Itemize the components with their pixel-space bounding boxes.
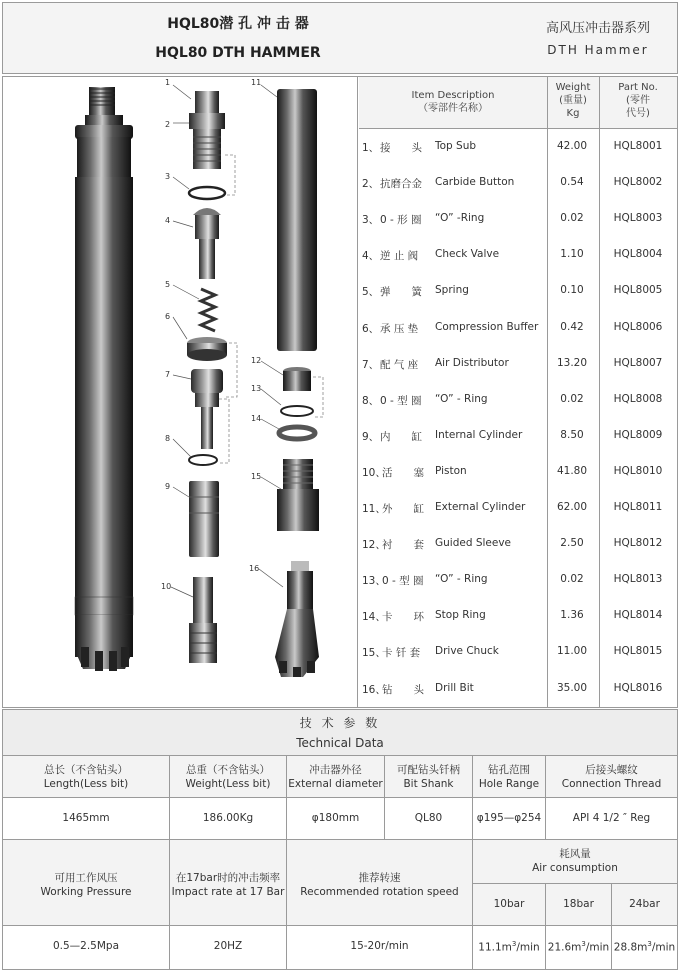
- part-name-en: Carbide Button: [435, 176, 515, 189]
- piston-part: [189, 577, 217, 663]
- part-name-en: External Cylinder: [435, 501, 526, 513]
- series-chinese: 高风压冲击器系列: [545, 21, 650, 36]
- part-weight: 0.02: [560, 212, 584, 225]
- tech-value-weight-text: 186.00Kg: [202, 812, 254, 824]
- header-weight-cn: (重量): [559, 95, 587, 106]
- tech-header-hole-range-cn: 钻孔范围: [488, 764, 530, 776]
- tech-header-length-cn: 总长（不含钻头）: [44, 764, 128, 776]
- tech-air-10bar-label: 10bar: [493, 898, 525, 910]
- series-english: DTH Hammer: [547, 43, 649, 57]
- part-weight: 41.80: [556, 464, 588, 477]
- part-row: [359, 346, 677, 382]
- part-name-cn: 配 气 座: [380, 358, 419, 371]
- leader-lines: [171, 85, 283, 597]
- part-name-en: “O” - Ring: [435, 573, 488, 586]
- tech-header-pressure-en: Working Pressure: [40, 886, 132, 898]
- part-number: HQL8010: [613, 464, 663, 477]
- drill-bit-part: [275, 561, 319, 677]
- tech-value-hole-range-text: φ195—φ254: [476, 812, 542, 824]
- part-number: HQL8003: [613, 212, 663, 225]
- parts-table-header: [359, 77, 677, 129]
- label-15: 15: [251, 472, 262, 481]
- part-name-cn: 衬 套: [382, 539, 424, 552]
- part-weight: 2.50: [560, 537, 584, 550]
- part-name-cn: 卡 环: [382, 611, 424, 624]
- tech-value-air-10bar-text: $11.1m^3/\min$: [478, 940, 540, 954]
- part-number: HQL8007: [613, 356, 663, 369]
- part-row: [359, 129, 677, 165]
- part-name-cn: 承 压 垫: [380, 322, 419, 335]
- part-name-cn: 0 - 型 圈: [382, 575, 424, 588]
- tech-value-air-10bar: [473, 926, 546, 969]
- tech-header-working-pressure: [3, 840, 170, 926]
- title-english: HQL80 DTH HAMMER: [155, 45, 321, 61]
- part-index: 11、: [362, 503, 386, 515]
- part-index: 4、: [362, 250, 380, 263]
- exploded-view-drawing: [3, 77, 358, 707]
- part-name-cn: 钻 头: [382, 683, 424, 696]
- part-number: HQL8015: [613, 645, 663, 658]
- technical-data-title: [3, 710, 677, 756]
- label-16: 16: [249, 564, 260, 573]
- part-weight: 42.00: [556, 140, 588, 152]
- part-number: HQL8016: [613, 681, 663, 694]
- part-weight: 1.36: [560, 609, 584, 622]
- tech-value-air-18bar: [546, 926, 612, 969]
- part-name-en: Drive Chuck: [435, 645, 499, 658]
- part-name-cn: 逆 止 阀: [380, 250, 419, 263]
- label-3: 3: [165, 172, 171, 181]
- check-valve-part: [193, 208, 221, 279]
- tech-value-working-pressure: [3, 926, 170, 969]
- top-sub-part: [189, 91, 225, 169]
- part-index: 1、: [362, 142, 380, 154]
- tech-header-length-en: Length(Less bit): [43, 778, 129, 790]
- label-1: 1: [165, 78, 171, 87]
- part-number: HQL8013: [613, 573, 663, 586]
- part-weight: 0.10: [560, 284, 584, 297]
- tech-value-weight: [170, 798, 287, 840]
- tech-header-air-18bar: [546, 884, 612, 926]
- part-name-cn: 弹 簧: [380, 286, 422, 299]
- part-name-en: Internal Cylinder: [435, 428, 523, 441]
- o-ring-8: [189, 455, 217, 465]
- part-weight: 11.00: [556, 645, 588, 658]
- tech-header-bit-shank-cn: 可配钻头钎柄: [397, 764, 460, 776]
- part-row: [359, 671, 677, 707]
- part-index: 7、: [362, 358, 380, 371]
- part-number: HQL8001: [613, 140, 663, 152]
- tech-header-bit-shank: [385, 756, 473, 798]
- page-header: [2, 2, 678, 74]
- tech-header-diameter-cn: 冲击器外径: [309, 764, 362, 776]
- part-weight: 35.00: [556, 681, 588, 694]
- part-name-cn: 卡 钎 套: [382, 647, 421, 660]
- o-ring-3: [189, 187, 225, 199]
- part-name-cn: 内 缸: [380, 430, 422, 443]
- part-number: HQL8002: [613, 176, 663, 189]
- part-index: 15、: [362, 647, 386, 660]
- tech-value-impact-rate: [170, 926, 287, 969]
- part-name-en: Piston: [435, 464, 467, 477]
- part-weight: 0.42: [560, 320, 584, 333]
- part-name-en: “O” -Ring: [435, 212, 485, 225]
- part-row: [359, 454, 677, 490]
- external-cylinder-part: [277, 89, 317, 351]
- part-name-cn: 接 头: [380, 142, 422, 154]
- tech-header-air-consumption: [473, 840, 677, 884]
- header-item-description: [359, 89, 547, 115]
- header-weight-unit: Kg: [566, 108, 580, 119]
- part-index: 2、: [362, 178, 380, 191]
- part-row: [359, 490, 677, 526]
- label-12: 12: [251, 356, 262, 365]
- part-number: HQL8009: [613, 428, 663, 441]
- part-weight: 13.20: [556, 356, 588, 369]
- part-row: [359, 634, 677, 670]
- tech-value-diameter: [287, 798, 385, 840]
- drive-chuck-part: [277, 459, 319, 531]
- tech-value-rotation-speed: [287, 926, 473, 969]
- parts-section: [2, 76, 678, 708]
- header-weight: [547, 81, 599, 120]
- part-name-en: Compression Buffer: [435, 320, 539, 333]
- part-name-cn: 0 - 型 圈: [380, 394, 422, 407]
- header-part-cn1: (零件: [626, 95, 650, 106]
- tech-value-pressure-text: 0.5—2.5Mpa: [52, 940, 120, 952]
- tech-air-24bar-label: 24bar: [629, 898, 660, 910]
- part-row: [359, 526, 677, 562]
- part-weight: 0.02: [560, 573, 584, 586]
- stop-ring-part: [279, 427, 315, 439]
- part-weight: 0.54: [560, 176, 584, 189]
- label-13: 13: [251, 384, 262, 393]
- part-row: [359, 310, 677, 346]
- label-4: 4: [165, 216, 171, 225]
- header-part-en: Part No.: [618, 82, 658, 93]
- tech-header-weight-cn: 总重（不含钻头）: [186, 764, 270, 776]
- tech-header-rotation-cn: 推荐转速: [358, 872, 401, 884]
- part-row: [359, 598, 677, 634]
- part-name-en: Check Valve: [435, 248, 500, 261]
- tech-header-bit-shank-en: Bit Shank: [403, 778, 454, 790]
- part-number: HQL8014: [613, 609, 663, 622]
- internal-cylinder-part: [189, 481, 219, 557]
- tech-header-thread: [546, 756, 677, 798]
- part-name-en: Spring: [435, 284, 469, 297]
- label-6: 6: [165, 312, 171, 321]
- tech-value-length-text: 1465mm: [62, 812, 110, 824]
- header-part-cn2: 代号): [626, 108, 650, 119]
- part-row: [359, 201, 677, 237]
- part-row: [359, 237, 677, 273]
- part-name-cn: 抗磨合金: [380, 178, 422, 191]
- tech-air-18bar-label: 18bar: [563, 898, 594, 910]
- part-name-en: Drill Bit: [435, 681, 474, 694]
- tech-header-hole-range-en: Hole Range: [478, 778, 540, 790]
- air-distributor-part: [191, 369, 223, 449]
- part-name-en: “O” - Ring: [435, 392, 488, 405]
- label-10: 10: [161, 582, 172, 591]
- label-5: 5: [165, 280, 171, 289]
- tech-value-length: [3, 798, 170, 840]
- part-index: 12、: [362, 539, 386, 552]
- hammer-illustration: [3, 77, 358, 707]
- tech-header-diameter-en: External diameter: [288, 778, 383, 790]
- tech-header-rotation-speed: [287, 840, 473, 926]
- header-part-no: [599, 81, 677, 120]
- part-row: [359, 562, 677, 598]
- label-2: 2: [165, 120, 171, 129]
- compression-buffer-part: [187, 337, 227, 361]
- tech-header-diameter: [287, 756, 385, 798]
- part-number: HQL8011: [613, 501, 663, 513]
- tech-value-hole-range: [473, 798, 546, 840]
- part-name-en: Stop Ring: [435, 609, 486, 622]
- tech-header-impact-cn: 在17bar时的冲击频率: [175, 872, 281, 884]
- part-index: 6、: [362, 322, 380, 335]
- header-item-en: Item Description: [411, 90, 495, 101]
- part-name-cn: 外 缸: [382, 503, 424, 515]
- part-row: [359, 382, 677, 418]
- label-7: 7: [165, 370, 171, 379]
- label-14: 14: [251, 414, 262, 423]
- part-name-en: Top Sub: [435, 140, 477, 152]
- tech-value-rotation-text: 15-20r/min: [350, 940, 409, 952]
- part-name-en: Air Distributor: [435, 356, 509, 369]
- header-item-cn: （零部件名称）: [418, 103, 488, 114]
- part-row: [359, 418, 677, 454]
- part-weight: 0.02: [560, 392, 584, 405]
- part-name-en: Guided Sleeve: [435, 537, 512, 550]
- part-index: 8、: [362, 394, 380, 407]
- tech-value-air-24bar-text: $28.8m^3/\min$: [613, 940, 676, 954]
- tech-header-impact-rate: [170, 840, 287, 926]
- tech-header-thread-cn: 后接头螺纹: [585, 764, 638, 776]
- part-index: 9、: [362, 430, 380, 443]
- tech-value-thread: [546, 798, 677, 840]
- tech-header-hole-range: [473, 756, 546, 798]
- tech-header-air-en: Air consumption: [532, 862, 618, 874]
- tech-value-bit-shank-text: QL80: [414, 812, 443, 824]
- tech-value-thread-text: API 4 1/2 ″ Reg: [572, 812, 651, 824]
- part-name-cn: 活 塞: [382, 466, 424, 479]
- part-weight: 8.50: [560, 428, 584, 441]
- tech-header-thread-en: Connection Thread: [561, 778, 662, 790]
- tech-header-air-10bar: [473, 884, 546, 926]
- part-index: 5、: [362, 286, 380, 299]
- tech-header-air-24bar: [612, 884, 677, 926]
- tech-value-bit-shank: [385, 798, 473, 840]
- label-11: 11: [251, 78, 262, 87]
- title-chinese: HQL80潜 孔 冲 击 器: [167, 16, 309, 32]
- part-weight: 1.10: [560, 248, 584, 261]
- part-index: 13、: [362, 575, 386, 588]
- guided-sleeve-part: [283, 367, 311, 391]
- part-index: 14、: [362, 611, 386, 624]
- tech-value-air-18bar-text: $21.6m^3/\min$: [547, 940, 610, 954]
- header-weight-en: Weight: [555, 82, 591, 93]
- tech-header-rotation-en: Recommended rotation speed: [300, 886, 459, 898]
- tech-header-length: [3, 756, 170, 798]
- tech-value-impact-text: 20HZ: [213, 940, 243, 952]
- part-index: 16、: [362, 683, 386, 696]
- label-8: 8: [165, 434, 171, 443]
- part-weight: 62.00: [556, 501, 588, 513]
- part-number: HQL8005: [613, 284, 663, 297]
- part-number: HQL8008: [613, 392, 663, 405]
- tech-value-air-24bar: [612, 926, 677, 969]
- o-ring-13: [281, 406, 313, 416]
- tech-header-pressure-cn: 可用工作风压: [54, 872, 118, 884]
- assembled-hammer: [75, 87, 133, 671]
- technical-data-section: [2, 709, 678, 970]
- technical-title-en: Technical Data: [296, 736, 384, 750]
- part-row: [359, 273, 677, 309]
- tech-header-weight-en: Weight(Less bit): [185, 778, 271, 790]
- part-number: HQL8004: [613, 248, 663, 261]
- tech-header-weight: [170, 756, 287, 798]
- tech-header-air-cn: 耗风量: [559, 848, 591, 860]
- part-number: HQL8012: [613, 537, 663, 550]
- part-number: HQL8006: [613, 320, 663, 333]
- technical-title-cn: 技 术 参 数: [299, 716, 381, 730]
- label-9: 9: [165, 482, 171, 491]
- part-index: 10、: [362, 466, 386, 479]
- tech-header-impact-en: Impact rate at 17 Bar: [171, 886, 285, 898]
- part-row: [359, 165, 677, 201]
- spring-part: [201, 289, 215, 331]
- part-index: 3、: [362, 214, 380, 227]
- tech-value-diameter-text: φ180mm: [311, 812, 360, 824]
- part-name-cn: 0 - 形 圈: [380, 214, 422, 227]
- parts-table: [359, 77, 677, 707]
